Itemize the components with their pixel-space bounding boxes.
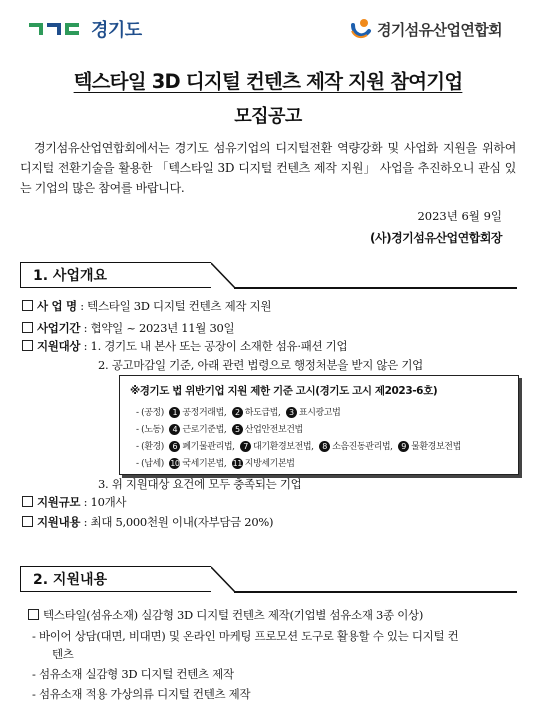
circled-number-icon: 11 xyxy=(232,459,242,468)
org-logo-mark xyxy=(349,17,373,41)
circled-number-icon: 2 xyxy=(232,407,243,418)
support-main-item: 텍스타일(섬유소재) 실감형 3D 디지털 컨텐츠 제작(기업별 섬유소재 3종 이상) xyxy=(28,607,423,623)
notice-heading: ※경기도 법 위반기업 지원 제한 기준 고시(경기도 고시 제2023-6호) xyxy=(130,385,438,397)
section1-heading-box xyxy=(20,262,211,288)
section1-heading: 1. 사업개요 xyxy=(33,268,108,284)
notice-line-labor: - (노동) 4 근로기준법, 5 산업안전보건법 xyxy=(136,425,303,435)
page-title: 텍스타일 3D 디지털 컨텐츠 제작 지원 참여기업 xyxy=(73,70,463,93)
checkbox-square-icon xyxy=(28,609,39,620)
section2-heading-box xyxy=(20,566,211,592)
checkbox-square-icon xyxy=(22,322,33,333)
section2-rule xyxy=(234,591,517,593)
announcement-date: 2023년 6월 9일 xyxy=(417,209,502,223)
support-sub-item-1-cont: 텐츠 xyxy=(52,647,74,661)
info-row-content: 지원내용 : 최대 5,000천원 이내(자부담금 20%) xyxy=(22,514,273,530)
circled-number-icon: 1 xyxy=(169,407,180,418)
target-condition-2: 2. 공고마감일 기준, 아래 관련 법령으로 행정처분을 받지 않은 기업 xyxy=(98,358,423,372)
info-value: 1. 경기도 내 본사 또는 공장이 소재한 섬유·패션 기업 xyxy=(90,339,348,353)
org-logo-text: 경기섬유산업연합회 xyxy=(377,20,503,39)
notice-line-tax: - (납세) 10 국세기본법, 11 지방세기본법 xyxy=(136,459,295,469)
support-sub-item-3: - 섬유소재 적용 가상의류 디지털 컨텐츠 제작 xyxy=(32,687,251,701)
circled-number-icon: 8 xyxy=(319,441,330,452)
circled-number-icon: 4 xyxy=(169,424,180,435)
notice-line-fair-trade: - (공정) 1 공정거래법, 2 하도급법, 3 표시광고법 xyxy=(136,408,341,418)
support-sub-item-1: - 바이어 상담(대면, 비대면) 및 온라인 마케팅 프로모션 도구로 활용할 수 있는 디지털 컨 xyxy=(32,629,459,643)
page-subtitle: 모집공고 xyxy=(234,106,302,127)
circled-number-icon: 9 xyxy=(398,441,409,452)
checkbox-square-icon xyxy=(22,516,33,527)
info-row-target: 지원대상 : 1. 경기도 내 본사 또는 공장이 소재한 섬유·패션 기업 xyxy=(22,338,347,354)
info-label: 지원내용 xyxy=(37,515,81,529)
section2-heading: 2. 지원내용 xyxy=(33,572,108,588)
circled-number-icon: 10 xyxy=(170,459,180,468)
section1-heading-corner xyxy=(211,262,235,289)
circled-number-icon: 6 xyxy=(169,441,180,452)
checkbox-square-icon xyxy=(22,496,33,507)
checkbox-square-icon xyxy=(22,300,33,311)
checkbox-square-icon xyxy=(22,340,33,351)
circled-number-icon: 7 xyxy=(240,441,251,452)
target-condition-3: 3. 위 지원대상 요건에 모두 충족되는 기업 xyxy=(98,477,302,491)
org-logo xyxy=(349,17,502,41)
info-label: 사 업 명 xyxy=(37,299,77,313)
info-row-period: 사업기간 : 협약일 ~ 2023년 11월 30일 xyxy=(22,320,234,336)
info-row-name: 사 업 명 : 텍스타일 3D 디지털 컨텐츠 제작 지원 xyxy=(22,298,271,314)
info-value: 협약일 ~ 2023년 11월 30일 xyxy=(90,321,235,335)
info-value: 최대 5,000천원 이내(자부담금 20%) xyxy=(90,515,274,529)
info-label: 지원규모 xyxy=(37,495,81,509)
info-value: 10개사 xyxy=(90,495,127,509)
notice-line-environment: - (환경) 6 폐기물관리법, 7 대기환경보전법, 8 소음진동관리법, 9 물환경보전법 xyxy=(136,442,461,452)
info-row-scale: 지원규모 : 10개사 xyxy=(22,494,126,510)
intro-paragraph: 경기섬유산업연합회에서는 경기도 섬유기업의 디지털전환 역량강화 및 사업화 지원을 위하여 디지털 전환기술을 활용한 「텍스타일 3D 디지털 컨텐츠 제작 지원」 사업을 추진하오니 관심 있는 기업의 많은 참여를 바랍니다. xyxy=(20,141,516,195)
support-sub-item-2: - 섬유소재 실감형 3D 디지털 컨텐츠 제작 xyxy=(32,667,234,681)
info-value: 텍스타일 3D 디지털 컨텐츠 제작 지원 xyxy=(87,299,272,313)
circled-number-icon: 5 xyxy=(232,424,243,435)
section1-rule xyxy=(234,287,517,289)
signer: (사)경기섬유산업연합회장 xyxy=(370,231,502,245)
gyeonggi-logo xyxy=(27,16,142,42)
circled-number-icon: 3 xyxy=(286,407,297,418)
info-label: 지원대상 xyxy=(37,339,81,353)
section2-heading-corner xyxy=(211,566,235,593)
restriction-notice-box xyxy=(119,375,519,475)
info-label: 사업기간 xyxy=(37,321,81,335)
gyeonggi-logo-text: 경기도 xyxy=(91,20,142,41)
gyeonggi-logo-mark xyxy=(27,19,87,39)
